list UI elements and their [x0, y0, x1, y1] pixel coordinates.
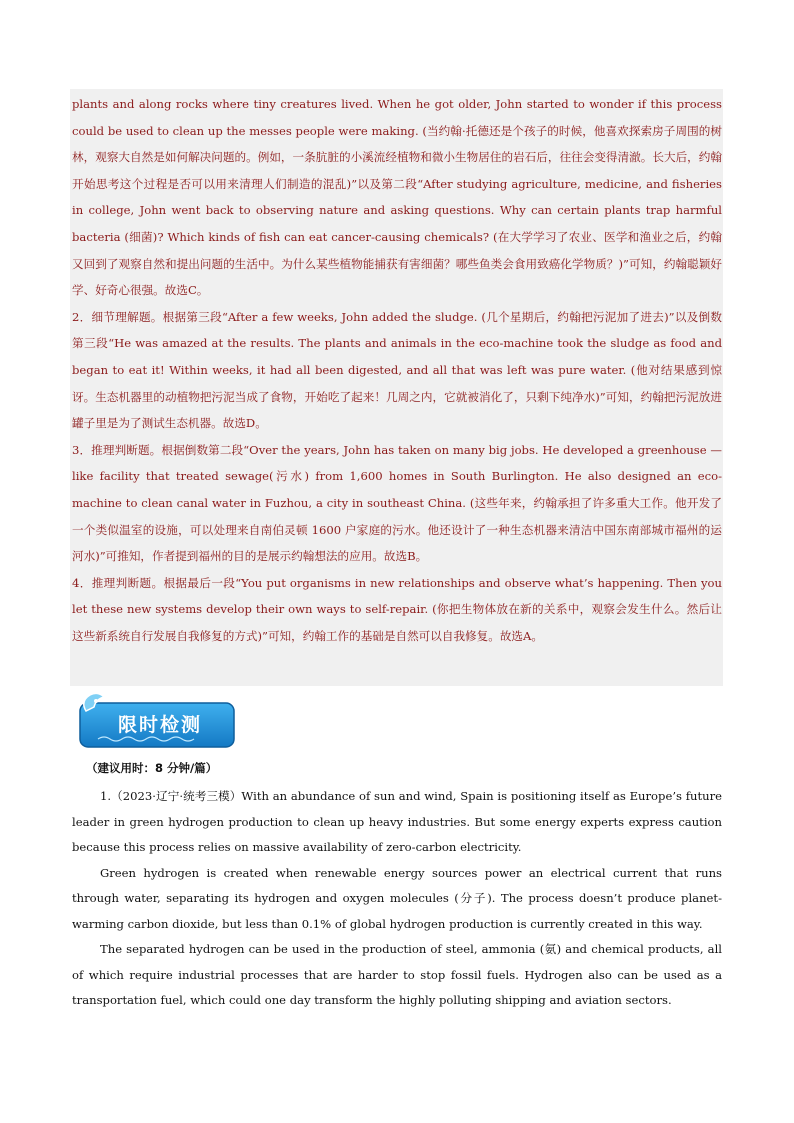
passage-paragraph-3: The separated hydrogen can be used in the production of steel, ammonia (氨) and chemical products, all of which require industrial processes that are harder to stop fossil fuels. Hydrogen also can be used as a transportation fuel, which could one day transform the highly polluting shipping and aviation sectors.	[72, 942, 722, 1007]
passage-paragraph-1: 1.（2023·辽宁·统考三模）With an abundance of sun and wind, Spain is positioning itself as Europe’s future leader in green hydrogen production to clean up heavy industries. But some energy experts express caution because this process relies on massive availability of zero-carbon electricity.	[72, 789, 722, 854]
passage-paragraph-2: Green hydrogen is created when renewable energy sources power an electrical current that runs through water, separating its hydrogen and oxygen molecules (分子). The process doesn’t produce planet-warming carbon dioxide, but less than 0.1% of global hydrogen production is currently created in this way.	[72, 865, 722, 931]
answer-paragraph-1: plants and along rocks where tiny creatures lived. When he got older, John started to wonder if this process could be used to clean up the messes people were making. (当约翰·托德还是个孩子的时候，他喜欢探索房子周围的树林，观察大自然是如何解决问题的。例如，一条肮脏的小溪流经植物和微小生物居住的岩石后，往往会变得清澈。长大后，约翰开始思考这个过程是否可以用来清理人们制造的混乱)”以及第二段“After studying agriculture, medicine, and fisheries in college, John went back to observing nature and asking questions. Why can certain plants trap harmful bacteria (细菌)? Which kinds of fish can eat cancer-causing chemicals? (在大学学习了农业、医学和渔业之后，约翰又回到了观察自然和提出问题的生活中。为什么某些植物能捕获有害细菌？哪些鱼类会食用致癌化学物质？)”可知，约翰聪颖好学、好奇心很强。故选C。	[72, 97, 722, 298]
suggested-time: （建议用时：8 分钟/篇）	[86, 761, 218, 775]
answer-paragraph-2: 2．细节理解题。根据第三段“After a few weeks, John added the sludge. (几个星期后，约翰把污泥加了进去)”以及倒数第三段“He was amazed at the results. The plants and animals in the eco-machine took the sludge as food and began to eat it! Within weeks, it had all been digested, and all that was left was pure water. (他对结果感到惊讶。生态机器里的动植物把污泥当成了食物，开始吃了起来！几周之内，它就被消化了，只剩下纯净水)”可知，约翰把污泥放进罐子里是为了测试生态机器。故选D。	[72, 309, 722, 431]
answer-explanation-text	[72, 91, 722, 649]
section-badge-label: 限时检测	[117, 714, 202, 736]
reading-passage	[72, 784, 722, 1014]
answer-paragraph-3: 3．推理判断题。根据倒数第二段“Over the years, John has taken on many big jobs. He developed a greenhouse — like facility that treated sewage(污水) from 1,600 homes in South Burlington. He also designed an eco-machine to clean canal water in Fuzhou, a city in southeast China. (这些年来，约翰承担了许多重大工作。他开发了一个类似温室的设施，可以处理来自南伯灵顿 1600 户家庭的污水。他还设计了一种生态机器来清洁中国东南部城市福州的运河水)”可推知，作者提到福州的目的是展示约翰想法的应用。故选B。	[72, 442, 722, 564]
answer-paragraph-4: 4．推理判断题。根据最后一段“You put organisms in new relationships and observe what’s happening. Then you let these new systems develop their own ways to self-repair. (你把生物体放在新的关系中，观察会发生什么。然后让这些新系统自行发展自我修复的方式)”可知，约翰工作的基础是自然可以自我修复。故选A。	[72, 575, 722, 643]
